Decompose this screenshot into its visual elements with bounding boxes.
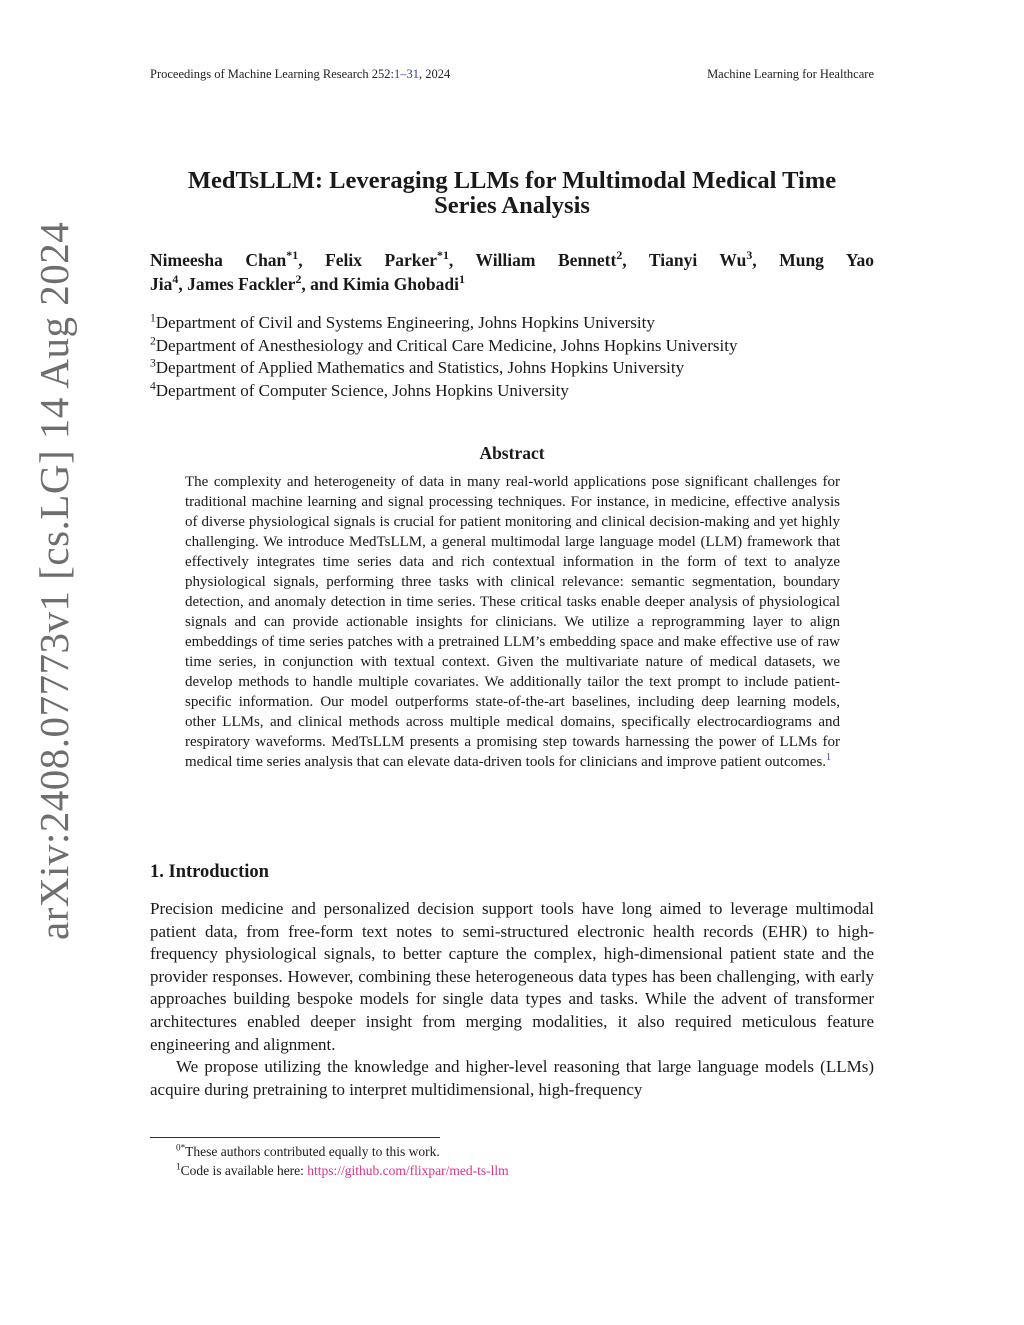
author-name: Nimeesha Chan [150, 250, 287, 270]
running-header [150, 67, 874, 82]
title-line-2: Series Analysis [434, 192, 590, 219]
author-affiliation-mark: 2 [295, 272, 302, 287]
abstract-text: The complexity and heterogeneity of data in many real-world applications pose significant challenges for traditional machine learning and signal processing techniques. For instance, in medicine, effective analysis of diverse physiological signals is crucial for patient monitoring and clinical decision-making and yet highly challenging. We introduce MedTsLLM, a general multimodal large language model (LLM) framework that effectively integrates time series data and rich contextual information in the form of text to analyze physiological signals, performing three tasks with clinical relevance: semantic segmentation, boundary detection, and anomaly detection in time series. These critical tasks enable deeper analysis of physiological signals and can provide actionable insights for clinicians. We utilize a reprogramming layer to align embeddings of time series patches with a pretrained LLM’s embedding space and make effective use of raw time series, in conjunction with textual context. Given the multivariate nature of medical datasets, we develop methods to handle multiple covariates. We additionally tailor the text prompt to include patient-specific information. Our model outperforms state-of-the-art baselines, including deep learning models, other LLMs, and clinical methods across multiple medical domains, specifically electrocardiograms and respiratory waveforms. MedTsLLM presents a promising step towards harnessing the power of LLMs for medical time series analysis that can elevate data-driven tools for clinicians and improve patient outcomes. [185, 474, 840, 770]
affiliation-item: $^4$Department of Computer Science, Johns Hopkins University [150, 378, 569, 400]
author-affiliation-mark: *1 [437, 248, 449, 263]
title-line-1: MedTsLLM: Leveraging LLMs for Multimodal Medical Time [187, 167, 837, 194]
affiliation-item: $^2$Department of Anesthesiology and Critical Care Medicine, Johns Hopkins University [150, 333, 738, 355]
footnotes [176, 1142, 876, 1180]
paragraph: We propose utilizing the knowledge and higher-level reasoning that large language models (LLMs) acquire during pretraining to interpret multidimensional, high-frequency [150, 1057, 874, 1099]
abstract-heading: Abstract [479, 443, 545, 463]
author-name-part: Mung Yao [779, 250, 875, 270]
affiliation-item: $^3$Department of Applied Mathematics and Statistics, Johns Hopkins University [150, 356, 685, 377]
code-repository-link[interactable]: https://github.com/flixpar/med-ts-llm [307, 1163, 509, 1178]
footnote-link-mark[interactable]: 1 [826, 752, 832, 763]
footnote-divider [150, 1137, 440, 1138]
author-name: Tianyi Wu [648, 250, 747, 270]
author-line-1: Nimeesha Chan$^{*1}$, Felix Parker$^{*1}$, William Bennett$^2$, Tianyi Wu$^3$, Mung Yao [150, 248, 875, 270]
abstract-body [185, 472, 840, 772]
author-affiliation-mark: 4 [172, 272, 179, 287]
footnote-item: $^{0*}$These authors contributed equally to this work. [176, 1142, 440, 1159]
footnote-item: $^1$Code is available here: https://github.com/flixpar/med-ts-llm [176, 1161, 509, 1178]
author-name-part: Jia [150, 274, 173, 294]
author-name: James Fackler [187, 274, 296, 294]
introduction-body [150, 898, 874, 1101]
affiliation-list [150, 312, 874, 402]
page-range-link[interactable]: 1–31 [394, 67, 420, 81]
author-list [150, 248, 874, 296]
author-name: Felix Parker [325, 250, 438, 270]
author-name: William Bennett [475, 250, 617, 270]
section-heading-introduction: 1. Introduction [150, 862, 269, 882]
author-affiliation-mark: 2 [616, 248, 623, 263]
journal-citation: Proceedings of Machine Learning Research 252:1–31, 2024 [150, 67, 451, 81]
author-name: Kimia Ghobadi [342, 274, 459, 294]
author-affiliation-mark: 1 [458, 272, 465, 287]
affiliation-item: $^1$Department of Civil and Systems Engineering, Johns Hopkins University [150, 311, 655, 332]
paragraph: Precision medicine and personalized decision support tools have long aimed to leverage multimodal patient data, from free-form text notes to semi-structured electronic health records (EHR) to high-frequency physiological signals, to better capture the complex, high-dimensional patient state and the provider responses. However, combining these heterogeneous data types has been challenging, with early approaches building bespoke models for single data types and tasks. While the advent of transformer architectures enabled deeper insight from merging modalities, it also required meticulous feature engineering and alignment. [150, 899, 874, 1054]
venue-name: Machine Learning for Healthcare [707, 67, 874, 81]
author-affiliation-mark: *1 [286, 248, 299, 263]
author-affiliation-mark: 3 [746, 248, 753, 263]
author-line-2: Jia$^4$, James Fackler$^2$, and Kimia Ghobadi$^1$ [150, 272, 465, 294]
paper-title [120, 168, 904, 218]
arxiv-identifier-stamp: arXiv:2408.07773v1 [cs.LG] 14 Aug 2024 [31, 221, 77, 940]
